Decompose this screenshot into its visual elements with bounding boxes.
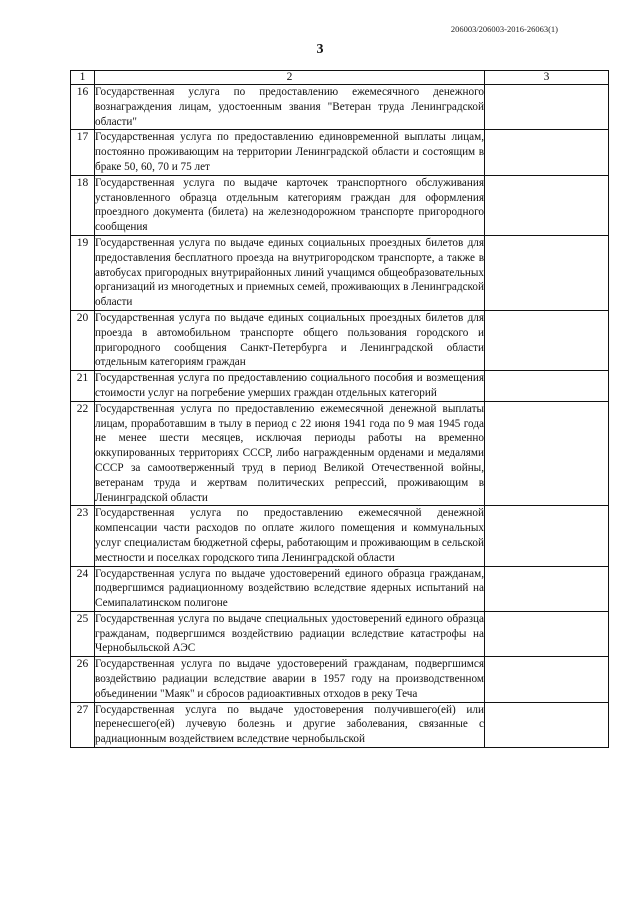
table-row [71, 401, 609, 506]
service-description: Государственная услуга по предоставлению ежемесячной денежной выплаты лицам, проработавшим в тылу в период с 22 июня 1941 года по 9 мая 1945 года не менее шести месяцев, исключая периоды работы на временно оккупированных территориях СССР, либо награжденным орденами и медалями СССР за самоотверженный труд в период Великой Отечественной войны, ветеранам труда и жертвам политических репрессий, проживающим в Ленинградской области [95, 401, 485, 506]
service-description: Государственная услуга по выдаче единых социальных проездных билетов для предоставления бесплатного проезда на внутригородском транспорте, а также в автобусах пригородных внутрирайонных линий учащимся общеобразовательных организаций из многодетных и приемных семей, проживающих в Ленинградской области [95, 235, 485, 310]
service-description: Государственная услуга по предоставлению ежемесячного денежного вознаграждения лицам, удостоенным звания "Ветеран труда Ленинградской области" [95, 85, 485, 130]
row-col3 [485, 85, 609, 130]
row-col3 [485, 657, 609, 702]
table-row [71, 371, 609, 402]
service-description: Государственная услуга по предоставлению социального пособия и возмещения стоимости услуг на погребение умерших граждан отдельных категорий [95, 371, 485, 402]
row-col3 [485, 371, 609, 402]
table-row [71, 611, 609, 656]
row-number: 17 [71, 130, 95, 175]
service-description: Государственная услуга по выдаче специальных удостоверений единого образца гражданам, подвергшимся воздействию радиации вследствие катастрофы на Чернобыльской АЭС [95, 611, 485, 656]
page-number: 3 [316, 42, 324, 57]
row-col3 [485, 506, 609, 566]
service-description: Государственная услуга по предоставлению ежемесячной денежной компенсации части расходов по оплате жилого помещения и коммунальных услуг специалистам бюджетной сферы, работающим и проживающим в сельской местности и поселках городского типа Ленинградской области [95, 506, 485, 566]
row-number: 22 [71, 401, 95, 506]
table-header-row [71, 71, 609, 85]
row-col3 [485, 702, 609, 747]
row-col3 [485, 310, 609, 370]
row-number: 19 [71, 235, 95, 310]
service-description: Государственная услуга по предоставлению единовременной выплаты лицам, постоянно проживающим на территории Ленинградской области и состоящим в браке 50, 60, 70 и 75 лет [95, 130, 485, 175]
table-row [71, 235, 609, 310]
table-row [71, 310, 609, 370]
table-row [71, 85, 609, 130]
table-row [71, 566, 609, 611]
table-row [71, 506, 609, 566]
row-number: 20 [71, 310, 95, 370]
row-col3 [485, 175, 609, 235]
row-number: 18 [71, 175, 95, 235]
table-row [71, 657, 609, 702]
table-row [71, 130, 609, 175]
row-number: 24 [71, 566, 95, 611]
table-row [71, 175, 609, 235]
row-col3 [485, 401, 609, 506]
row-number: 23 [71, 506, 95, 566]
column-header-1: 1 [71, 71, 95, 85]
service-description: Государственная услуга по выдаче удостоверений гражданам, подвергшимся воздействию радиации вследствие аварии в 1957 году на производственном объединении "Маяк" и сбросов радиоактивных отходов в реку Теча [95, 657, 485, 702]
row-number: 26 [71, 657, 95, 702]
row-number: 25 [71, 611, 95, 656]
row-col3 [485, 611, 609, 656]
row-number: 27 [71, 702, 95, 747]
service-description: Государственная услуга по выдаче удостоверения получившего(ей) или перенесшего(ей) лучевую болезнь и другие заболевания, связанные с радиационным воздействием вследствие чернобыльской [95, 702, 485, 747]
row-col3 [485, 566, 609, 611]
column-header-2: 2 [95, 71, 485, 85]
row-col3 [485, 235, 609, 310]
row-number: 21 [71, 371, 95, 402]
row-number: 16 [71, 85, 95, 130]
document-id: 206003/206003-2016-26063(1) [450, 24, 558, 34]
column-header-3: 3 [485, 71, 609, 85]
row-col3 [485, 130, 609, 175]
table-row [71, 702, 609, 747]
services-table [70, 70, 609, 748]
service-description: Государственная услуга по выдаче удостоверений единого образца гражданам, подвергшимся радиационному воздействию вследствие ядерных испытаний на Семипалатинском полигоне [95, 566, 485, 611]
service-description: Государственная услуга по выдаче карточек транспортного обслуживания установленного образца отдельным категориям граждан для оформления проездного документа (билета) на железнодорожном транспорте пригородного сообщения [95, 175, 485, 235]
service-description: Государственная услуга по выдаче единых социальных проездных билетов для проезда в автомобильном транспорте общего пользования городского и пригородного сообщения Санкт-Петербурга и Ленинградской области отдельным категориям граждан [95, 310, 485, 370]
